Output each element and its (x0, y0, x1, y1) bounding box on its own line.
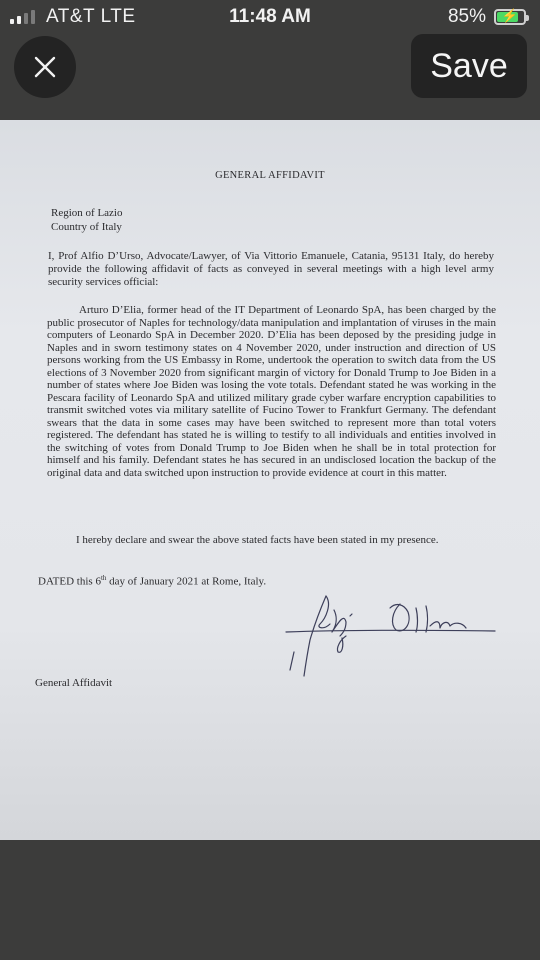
network-type: LTE (100, 6, 136, 27)
status-time: 11:48 AM (229, 6, 311, 27)
save-button[interactable]: Save (411, 34, 527, 98)
region-line: Region of Lazio (51, 207, 123, 219)
carrier-name: AT&T (46, 6, 95, 27)
country-line: Country of Italy (51, 221, 122, 233)
close-icon (33, 55, 57, 79)
dated-ordinal: th (100, 574, 107, 582)
document-region (51, 206, 122, 234)
handwritten-signature (280, 590, 500, 690)
close-button[interactable] (14, 36, 76, 98)
document-declaration: I hereby declare and swear the above stated facts have been stated in my presence. (76, 534, 439, 546)
document-title: GENERAL AFFIDAVIT (215, 170, 325, 181)
document-dated (38, 574, 266, 588)
dated-rest: day of January 2021 at Rome, Italy. (106, 575, 267, 588)
status-bar (0, 0, 540, 34)
dated-prefix: DATED this 6 (38, 575, 101, 588)
battery-icon: ⚡ (494, 9, 526, 25)
document-photo (0, 120, 540, 840)
document-footer: General Affidavit (35, 677, 113, 689)
document-intro: I, Prof Alfio D’Urso, Advocate/Lawyer, of Via Vittorio Emanuele, Catania, 95131 Italy, do hereby provide the following affidavit of facts as conveyed in several meetings with a high level army security services official: (48, 250, 494, 288)
document-body: Arturo D’Elia, former head of the IT Department of Leonardo SpA, has been charged by the public prosecutor of Naples for technology/data manipulation and implantation of viruses in the main computers of Leonardo SpA in December 2020. D’Elia has been deposed by the presiding judge in Naples and in sworn testimony states on 4 November 2020, under instruction and direction of US persons working from the US Embassy in Rome, undertook the operation to switch data from the US elections of 3 November 2020 from significant margin of victory for Donald Trump to Joe Biden in a number of states where Joe Biden was losing the vote totals. Defendant stated he was working in the Pescara facility of Leonardo SpA and utilized military grade cyber warfare encryption capabilities to transmit switched votes via military satellite of Fucino Tower to Frankfurt Germany. The defendant swears that the data in some cases may have been switched to represent more than total voters registered. The defendant has stated he is willing to testify to all individuals and entities involved in the switching of votes from Donald Trump to Joe Biden when he shall be in total protection for himself and his family. Defendant states he has secured in an undisclosed location the backup of the original data and data switched upon instruction to provide evidence at court in this matter. (47, 304, 496, 479)
battery-percent: 85% (447, 6, 486, 27)
